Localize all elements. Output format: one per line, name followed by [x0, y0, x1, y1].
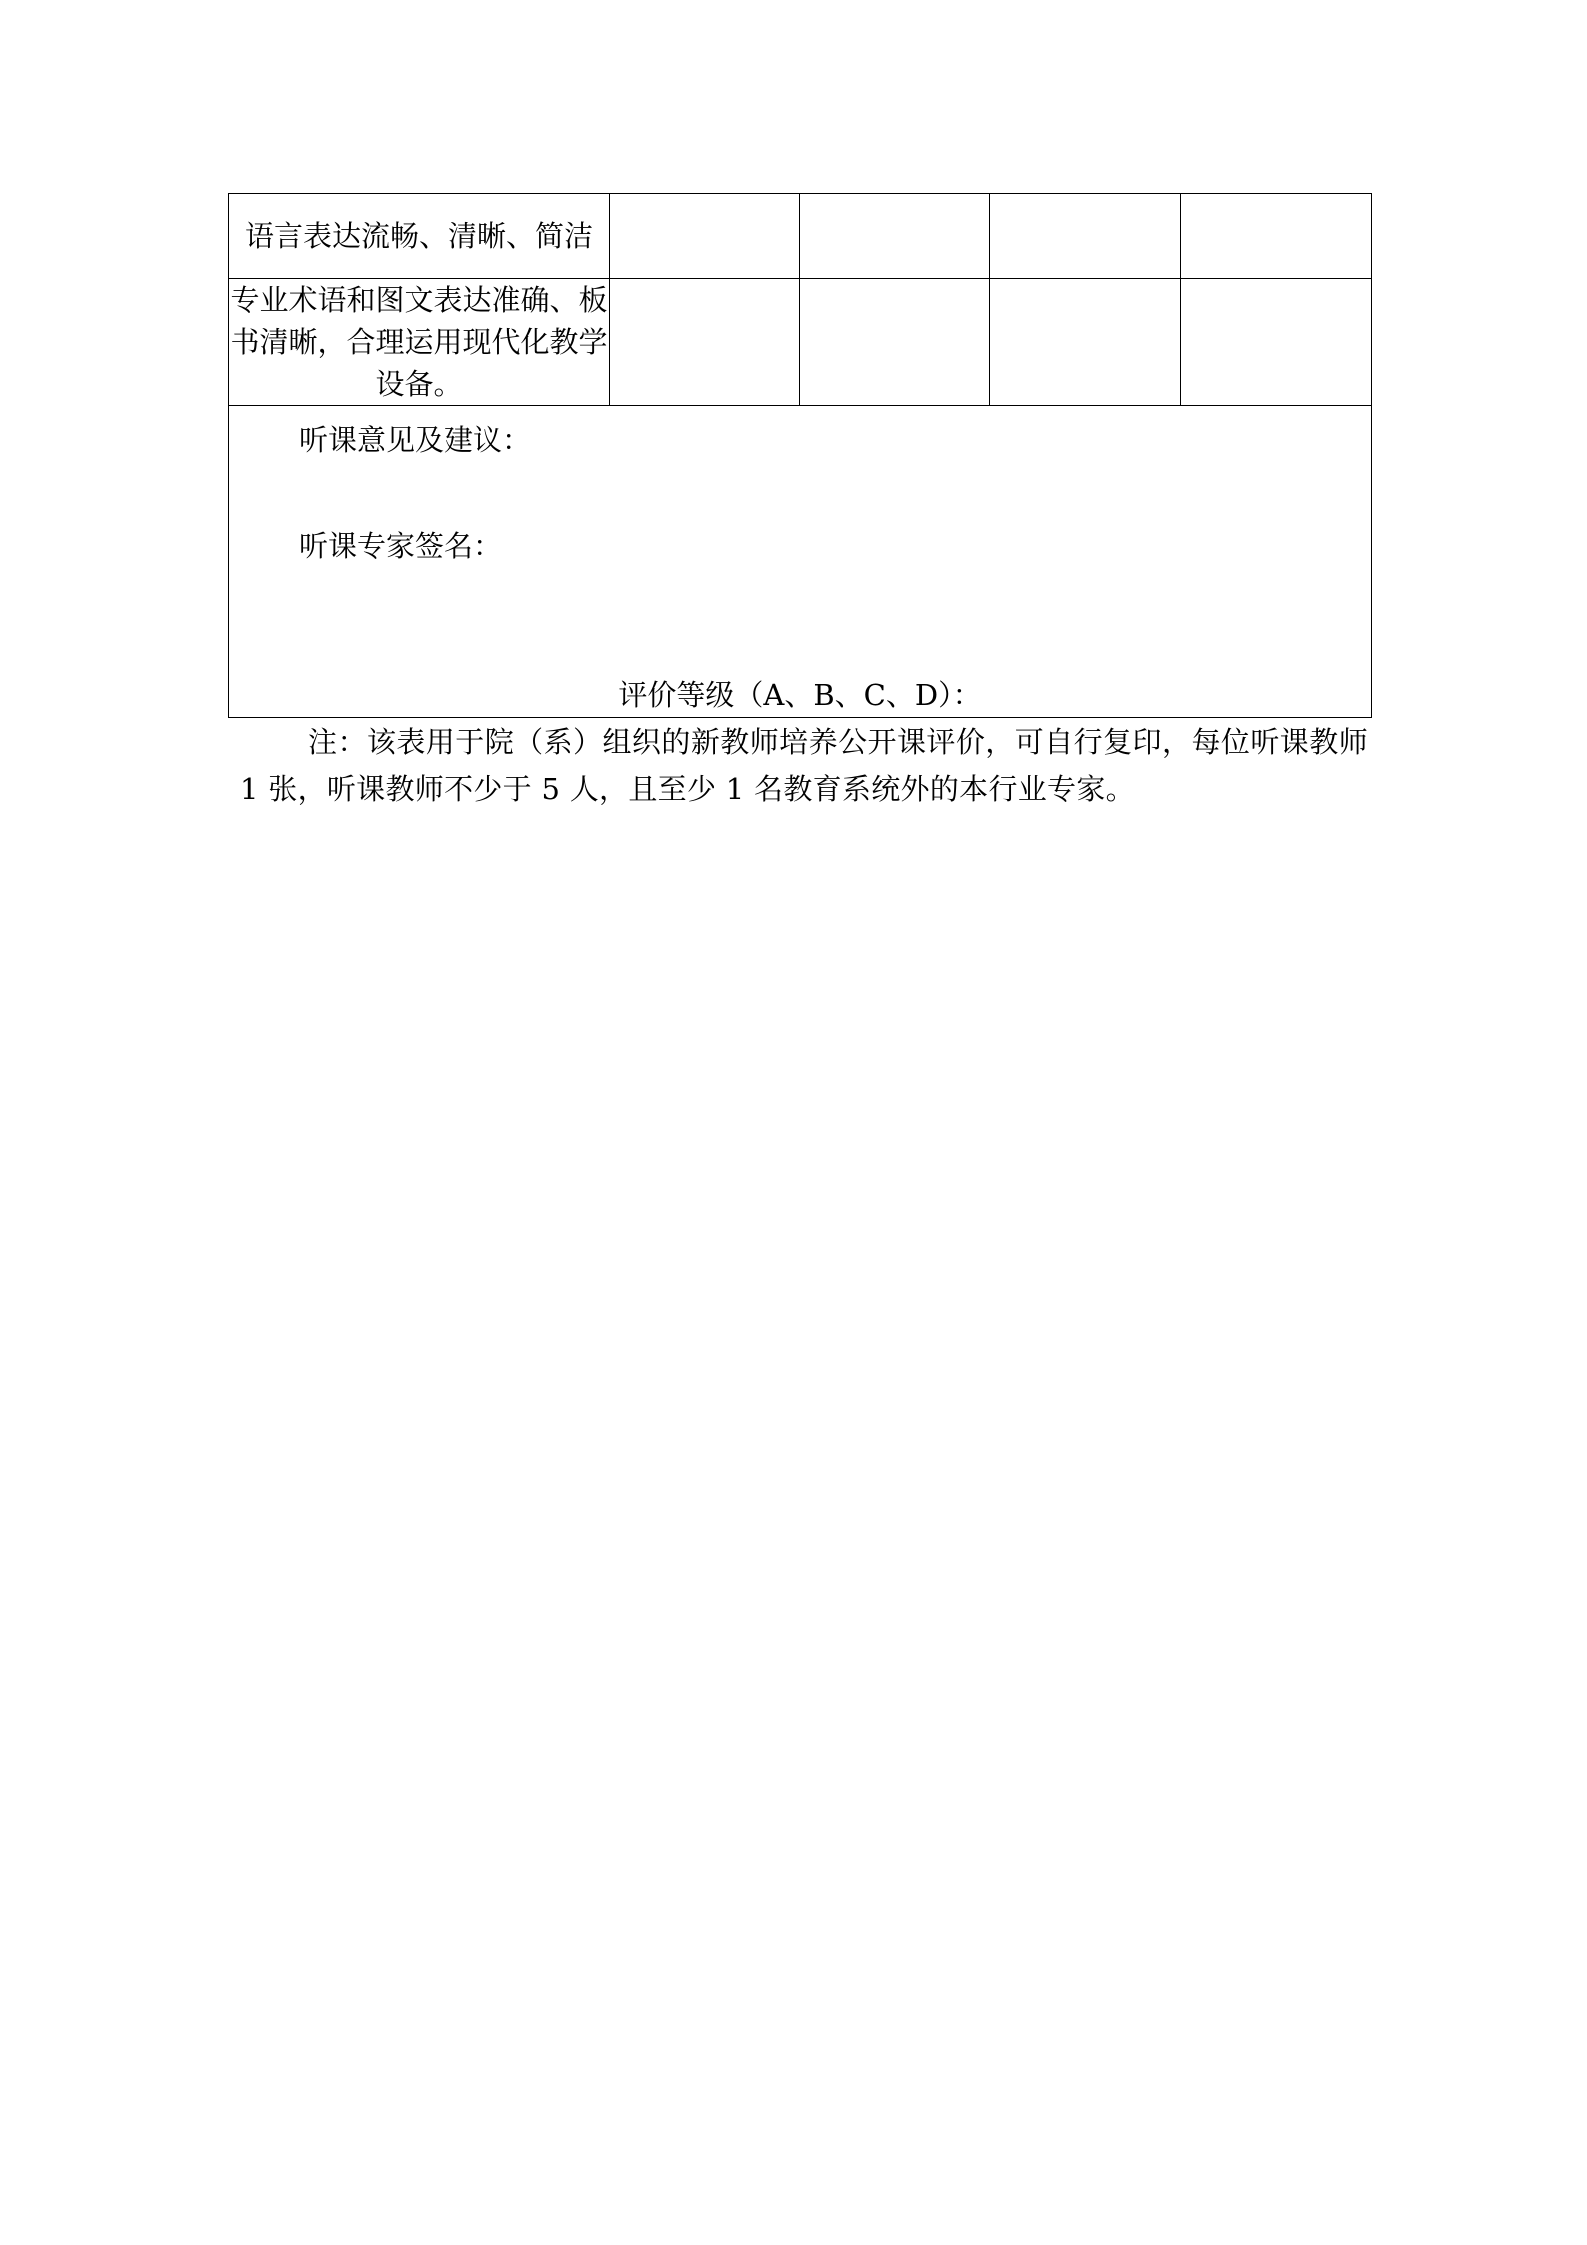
grade-label: 评价等级（A、B、C、D）：	[618, 678, 982, 712]
comments-row	[229, 406, 1372, 718]
criterion-cell: 语言表达流畅、清晰、简洁	[229, 194, 610, 279]
score-cell[interactable]	[1181, 279, 1372, 406]
score-cell[interactable]	[610, 194, 800, 279]
comments-cell[interactable]	[229, 406, 1372, 718]
signature-label: 听课专家签名：	[299, 529, 503, 563]
criterion-cell: 专业术语和图文表达准确、板书清晰，合理运用现代化教学设备。	[229, 279, 610, 406]
score-cell[interactable]	[610, 279, 800, 406]
evaluation-table	[228, 193, 1372, 718]
score-cell[interactable]	[990, 279, 1181, 406]
comments-label: 听课意见及建议：	[299, 423, 532, 457]
score-cell[interactable]	[800, 194, 990, 279]
table-row	[229, 194, 1372, 279]
score-cell[interactable]	[1181, 194, 1372, 279]
score-cell[interactable]	[990, 194, 1181, 279]
table-row	[229, 279, 1372, 406]
footnote: 注：该表用于院（系）组织的新教师培养公开课评价，可自行复印，每位听课教师 1 张，听课教师不少于 5 人，且至少 1 名教育系统外的本行业专家。	[240, 725, 1368, 806]
score-cell[interactable]	[800, 279, 990, 406]
